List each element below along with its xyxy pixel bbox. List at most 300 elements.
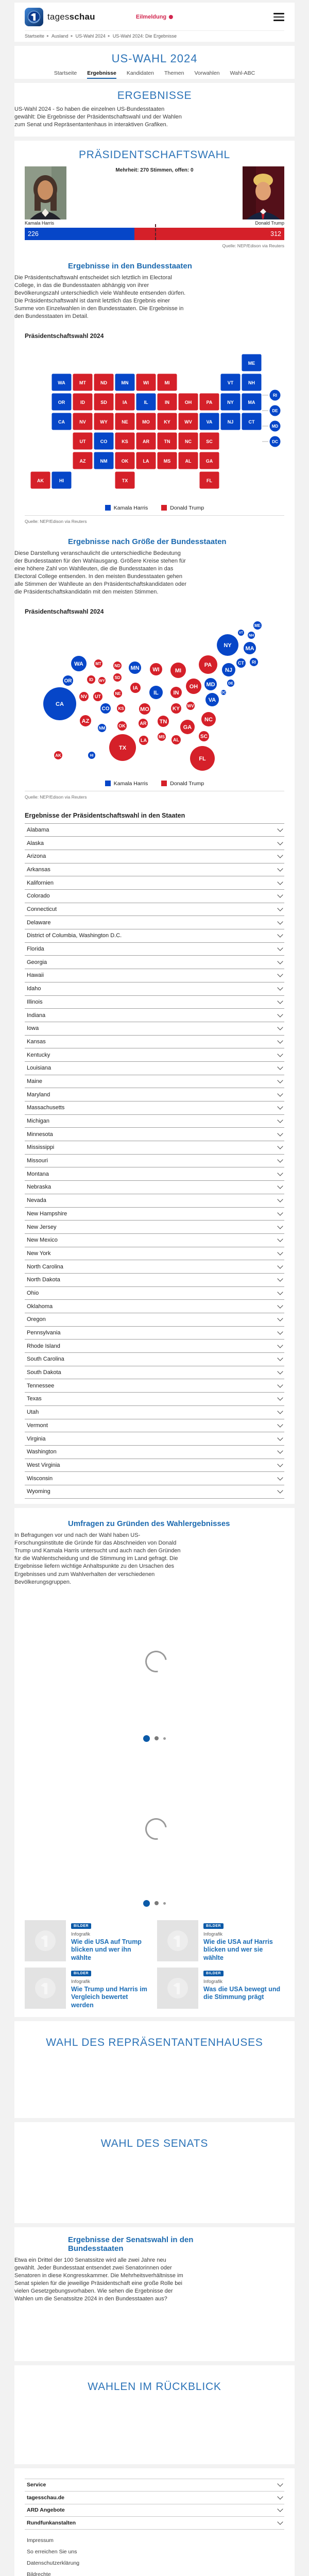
chevron-down-icon bbox=[277, 1236, 283, 1242]
state-SD[interactable] bbox=[94, 393, 114, 411]
state-name: Illinois bbox=[27, 998, 43, 1005]
breadcrumb-item[interactable]: US-Wahl 2024: Die Ergebnisse bbox=[112, 33, 177, 39]
state-UT[interactable] bbox=[73, 432, 93, 450]
tab-vorwahlen[interactable]: Vorwahlen bbox=[194, 70, 220, 76]
bubble-AZ[interactable] bbox=[80, 715, 91, 726]
state-NM[interactable] bbox=[94, 452, 114, 469]
svg-text:VA: VA bbox=[208, 697, 216, 703]
state-CA[interactable] bbox=[52, 413, 72, 430]
state-accordion-row[interactable] bbox=[25, 1352, 284, 1366]
kamala-harris-photo bbox=[25, 166, 66, 219]
chevron-down-icon bbox=[277, 1342, 283, 1348]
state-accordion-row[interactable] bbox=[25, 1101, 284, 1114]
state-accordion-row[interactable] bbox=[25, 1445, 284, 1459]
svg-text:LA: LA bbox=[141, 737, 147, 743]
state-accordion-row[interactable] bbox=[25, 969, 284, 982]
svg-text:IN: IN bbox=[173, 689, 179, 696]
state-name: Colorado bbox=[27, 893, 50, 900]
state-accordion-row[interactable] bbox=[25, 1260, 284, 1273]
bubble-WA[interactable] bbox=[71, 656, 87, 671]
state-name: Virginia bbox=[27, 1435, 46, 1442]
state-MN[interactable] bbox=[115, 374, 135, 391]
svg-text:DE: DE bbox=[228, 682, 233, 686]
state-accordion-row[interactable] bbox=[25, 876, 284, 889]
carousel-dots bbox=[14, 1900, 295, 1907]
state-GA[interactable] bbox=[199, 452, 219, 469]
svg-text:AZ: AZ bbox=[81, 718, 90, 724]
breadcrumb-item[interactable]: Startseite bbox=[25, 33, 45, 39]
majority-threshold-line bbox=[155, 224, 156, 240]
carousel-dot[interactable] bbox=[154, 1736, 159, 1740]
teaser-badge: BILDER bbox=[203, 1923, 224, 1929]
state-accordion-row[interactable] bbox=[25, 823, 284, 837]
footer-link[interactable]: Impressum bbox=[27, 2537, 54, 2544]
svg-text:MD: MD bbox=[271, 423, 279, 429]
breadcrumb bbox=[25, 30, 284, 42]
bubble-CA[interactable] bbox=[43, 687, 76, 720]
svg-text:IA: IA bbox=[123, 399, 127, 405]
footer-accordion-row[interactable] bbox=[25, 2504, 284, 2517]
svg-text:VT: VT bbox=[227, 380, 234, 385]
bubble-FL[interactable] bbox=[190, 746, 215, 771]
bubble-NC[interactable] bbox=[201, 712, 216, 726]
state-accordion-row[interactable] bbox=[25, 1459, 284, 1472]
bubble-SC[interactable] bbox=[199, 731, 209, 741]
chevron-down-icon bbox=[277, 826, 283, 832]
state-accordion-row[interactable] bbox=[25, 903, 284, 916]
state-AZ[interactable] bbox=[73, 452, 93, 469]
state-CO[interactable] bbox=[94, 432, 114, 450]
svg-text:DC: DC bbox=[272, 439, 278, 444]
state-accordion-row[interactable] bbox=[25, 1471, 284, 1485]
bubble-KS[interactable] bbox=[117, 704, 125, 713]
harris-votes: 226 bbox=[28, 230, 39, 238]
svg-text:MA: MA bbox=[245, 645, 254, 652]
svg-text:WV: WV bbox=[187, 703, 194, 708]
teaser-text bbox=[71, 1920, 152, 1962]
state-WV[interactable] bbox=[178, 413, 198, 430]
state-callout-RI[interactable] bbox=[270, 389, 281, 400]
svg-text:OK: OK bbox=[121, 458, 129, 464]
state-name: Tennessee bbox=[27, 1382, 55, 1389]
svg-text:OK: OK bbox=[118, 723, 126, 728]
state-accordion-row[interactable] bbox=[25, 1233, 284, 1247]
state-callout-MD[interactable] bbox=[270, 420, 281, 431]
state-accordion-row[interactable] bbox=[25, 1273, 284, 1286]
house-heading: WAHL DES REPRÄSENTANTENHAUSES bbox=[46, 2036, 263, 2048]
chevron-down-icon bbox=[277, 2506, 283, 2512]
state-name: Hawaii bbox=[27, 972, 44, 979]
state-NH[interactable] bbox=[242, 374, 262, 391]
state-WY[interactable] bbox=[94, 413, 114, 430]
chevron-down-icon bbox=[277, 1077, 283, 1083]
state-accordion-row[interactable] bbox=[25, 889, 284, 903]
state-TN[interactable] bbox=[157, 432, 177, 450]
state-name: Wisconsin bbox=[27, 1475, 53, 1482]
size-results-text: Diese Darstellung veranschaulicht die unterschiedliche Bedeutung der Bundesstaaten für den Wahlausgang. Größere Kreise stehen für eine höhere Zahl von Wahlleuten, die die Bundesstaaten in das Electoral College entsenden. In den meisten Bundesstaaten gehen alle Stimmen der Wahlleute an den Präsidentschaftskandidaten oder die Präsidentschaftskandidatin mit den meisten Stimmen. bbox=[14, 550, 187, 596]
bubble-MD[interactable] bbox=[204, 678, 217, 690]
state-NY[interactable] bbox=[220, 393, 241, 411]
chevron-down-icon bbox=[277, 1223, 283, 1229]
svg-text:TN: TN bbox=[159, 718, 167, 725]
bubble-OH[interactable] bbox=[186, 679, 201, 694]
divider bbox=[25, 515, 284, 516]
teaser-title[interactable]: Wie die USA auf Harris blicken und wer sie wählte bbox=[203, 1938, 273, 1962]
state-MA[interactable] bbox=[242, 393, 262, 411]
teaser-item[interactable] bbox=[25, 1920, 152, 1962]
bubble-MN[interactable] bbox=[129, 662, 141, 674]
bubble-AK[interactable] bbox=[54, 751, 62, 759]
svg-text:GA: GA bbox=[183, 724, 192, 731]
bubble-WY[interactable] bbox=[98, 677, 106, 684]
state-ND[interactable] bbox=[94, 374, 114, 391]
bubble-NJ[interactable] bbox=[222, 663, 235, 676]
svg-text:NY: NY bbox=[227, 399, 234, 405]
state-accordion-row[interactable] bbox=[25, 1022, 284, 1035]
state-accordion-row[interactable] bbox=[25, 955, 284, 969]
loading-spinner-icon bbox=[141, 1814, 171, 1844]
teaser-title[interactable]: Wie die USA auf Trump blicken und wer ihn wählte bbox=[71, 1938, 142, 1962]
svg-text:OR: OR bbox=[58, 399, 65, 405]
teaser-item[interactable] bbox=[25, 1968, 152, 2010]
state-accordion-row[interactable] bbox=[25, 1405, 284, 1419]
state-OH[interactable] bbox=[178, 393, 198, 411]
svg-text:MI: MI bbox=[175, 667, 182, 674]
svg-text:SD: SD bbox=[114, 675, 121, 680]
bubble-MA[interactable] bbox=[244, 642, 256, 654]
footer-link[interactable]: So erreichen Sie uns bbox=[27, 2548, 77, 2555]
bubble-TN[interactable] bbox=[158, 716, 169, 727]
legend-label: Kamala Harris bbox=[113, 780, 148, 787]
breadcrumb-item[interactable]: Ausland bbox=[52, 33, 68, 39]
teaser-badge: BILDER bbox=[203, 1971, 224, 1976]
bubble-VT[interactable] bbox=[238, 630, 244, 636]
bubble-ME[interactable] bbox=[253, 621, 262, 630]
tab-ergebnisse[interactable]: Ergebnisse bbox=[87, 70, 116, 79]
state-ID[interactable] bbox=[73, 393, 93, 411]
state-MI[interactable] bbox=[157, 374, 177, 391]
svg-text:PA: PA bbox=[206, 399, 213, 405]
bubble-VA[interactable] bbox=[205, 693, 219, 706]
svg-text:NC: NC bbox=[185, 438, 192, 444]
candidate-name: Donald Trump bbox=[255, 220, 284, 226]
header-top bbox=[25, 7, 284, 27]
svg-text:RI: RI bbox=[252, 659, 256, 665]
chevron-down-icon bbox=[277, 1183, 283, 1189]
bubble-MS[interactable] bbox=[158, 733, 166, 741]
teaser-thumbnail bbox=[157, 1920, 198, 1961]
breaking-dot-icon bbox=[169, 15, 173, 19]
state-accordion-row[interactable] bbox=[25, 1286, 284, 1300]
state-accordion-row[interactable] bbox=[25, 1419, 284, 1432]
breadcrumb-item[interactable]: US-Wahl 2024 bbox=[75, 33, 106, 39]
bubble-WV[interactable] bbox=[186, 702, 195, 710]
state-accordion-row[interactable] bbox=[25, 1313, 284, 1326]
state-MT[interactable] bbox=[73, 374, 93, 391]
bubble-ID[interactable] bbox=[87, 675, 95, 684]
chevron-down-icon bbox=[277, 972, 283, 977]
state-ME[interactable] bbox=[242, 354, 262, 371]
state-MS[interactable] bbox=[157, 452, 177, 469]
breaking-news-label: Eilmeldung bbox=[135, 14, 167, 20]
chevron-down-icon bbox=[277, 1461, 283, 1467]
state-TX[interactable] bbox=[115, 471, 135, 489]
svg-text:CA: CA bbox=[56, 701, 64, 707]
state-accordion-row[interactable] bbox=[25, 1088, 284, 1101]
teaser-kicker: Infografik bbox=[203, 1931, 223, 1937]
footer-accordion-row[interactable] bbox=[25, 2479, 284, 2492]
state-accordion-row[interactable] bbox=[25, 1154, 284, 1167]
state-AR[interactable] bbox=[136, 432, 156, 450]
chevron-down-icon bbox=[277, 1435, 283, 1440]
state-KS[interactable] bbox=[115, 432, 135, 450]
bubble-MT[interactable] bbox=[94, 659, 102, 668]
chevron-down-icon bbox=[277, 892, 283, 898]
state-name: South Dakota bbox=[27, 1369, 61, 1376]
bubble-CO[interactable] bbox=[100, 703, 111, 714]
state-name: Kalifornien bbox=[27, 879, 54, 886]
state-name: Texas bbox=[27, 1396, 42, 1402]
state-name: Louisiana bbox=[27, 1065, 52, 1072]
state-MO[interactable] bbox=[136, 413, 156, 430]
state-NC[interactable] bbox=[178, 432, 198, 450]
state-KY[interactable] bbox=[157, 413, 177, 430]
bubble-PA[interactable] bbox=[199, 655, 217, 674]
state-FL[interactable] bbox=[199, 471, 219, 489]
state-accordion-row[interactable] bbox=[25, 1141, 284, 1154]
svg-text:NE: NE bbox=[115, 691, 121, 696]
footer-link[interactable]: Bildrechte bbox=[27, 2571, 51, 2576]
bubble-NY[interactable] bbox=[217, 634, 238, 656]
hamburger-menu-icon[interactable] bbox=[273, 11, 284, 23]
footer-accordion-row[interactable] bbox=[25, 2491, 284, 2504]
state-VT[interactable] bbox=[220, 374, 241, 391]
state-accordion-row[interactable] bbox=[25, 863, 284, 876]
state-name: South Carolina bbox=[27, 1356, 64, 1363]
teaser-thumbnail bbox=[25, 1968, 66, 2009]
state-accordion-row[interactable] bbox=[25, 1339, 284, 1352]
state-name: Alabama bbox=[27, 826, 49, 833]
state-accordion-row[interactable] bbox=[25, 929, 284, 942]
state-PA[interactable] bbox=[199, 393, 219, 411]
source-note: Quelle: NEP/Edison via Reuters bbox=[222, 243, 284, 248]
svg-text:DC: DC bbox=[221, 691, 226, 694]
legend-item bbox=[161, 781, 204, 787]
tagesschau-logo[interactable] bbox=[25, 8, 95, 26]
bubble-MI[interactable] bbox=[170, 663, 186, 678]
bubble-DE[interactable] bbox=[227, 680, 234, 687]
state-WA[interactable] bbox=[52, 374, 72, 391]
loading-spinner-icon bbox=[141, 1647, 171, 1676]
state-AK[interactable] bbox=[30, 471, 50, 489]
chevron-down-icon bbox=[277, 1130, 283, 1136]
breadcrumb-separator-icon: ▸ bbox=[47, 33, 49, 38]
teaser-item[interactable] bbox=[157, 1968, 284, 2010]
tab-wahl-abc[interactable]: Wahl-ABC bbox=[230, 70, 255, 76]
state-callout-DE[interactable] bbox=[270, 405, 281, 416]
state-AL[interactable] bbox=[178, 452, 198, 469]
bubble-NV[interactable] bbox=[79, 692, 89, 701]
svg-text:ID: ID bbox=[89, 677, 93, 682]
chevron-down-icon bbox=[277, 1038, 283, 1043]
polls-text: In Befragungen vor und nach der Wahl haben US-Forschungsinstitute die Gründe für das Abschneiden von Donald Trump und Kamala Harris untersucht und auch nach den Gründen für die Wahlentscheidung und die Stimmung im Land gefragt. Die Ergebnisse liefern wichtige Anhaltspunkte zu den Ursachen des Ergebnisses und zum Wahlverhalten der verschiedenen Bevölkerungsgruppen. bbox=[14, 1532, 181, 1585]
chevron-down-icon bbox=[277, 1409, 283, 1414]
svg-text:SC: SC bbox=[200, 734, 208, 740]
svg-text:KY: KY bbox=[173, 706, 180, 712]
bubble-AR[interactable] bbox=[139, 719, 148, 728]
state-IN[interactable] bbox=[157, 393, 177, 411]
state-name: New Mexico bbox=[27, 1237, 58, 1244]
state-accordion-row[interactable] bbox=[25, 942, 284, 956]
state-callout-DC[interactable] bbox=[270, 436, 281, 447]
tab-themen[interactable]: Themen bbox=[164, 70, 184, 76]
svg-text:OR: OR bbox=[64, 678, 72, 684]
bubble-NM[interactable] bbox=[98, 724, 106, 732]
bubble-GA[interactable] bbox=[180, 720, 195, 734]
footer-accordion-row[interactable] bbox=[25, 2516, 284, 2529]
state-accordion-row[interactable] bbox=[25, 1194, 284, 1207]
state-accordion-row[interactable] bbox=[25, 1127, 284, 1141]
candidate-harris bbox=[25, 166, 66, 226]
carousel-dot[interactable] bbox=[143, 1900, 150, 1907]
state-name: Nevada bbox=[27, 1197, 46, 1204]
trump-bar-segment bbox=[134, 228, 284, 240]
state-WI[interactable] bbox=[136, 374, 156, 391]
states-accordion-heading: Ergebnisse der Präsidentschaftswahl in den Staaten bbox=[25, 811, 185, 819]
bubble-MO[interactable] bbox=[139, 703, 150, 715]
state-accordion-row[interactable] bbox=[25, 1180, 284, 1194]
teaser-title[interactable]: Was die USA bewegt und die Stimmung prägt bbox=[203, 1985, 281, 2001]
teaser-item[interactable] bbox=[157, 1920, 284, 1962]
svg-text:MO: MO bbox=[140, 706, 149, 713]
state-name: Oregon bbox=[27, 1316, 46, 1323]
state-IL[interactable] bbox=[136, 393, 156, 411]
state-SC[interactable] bbox=[199, 432, 219, 450]
svg-text:WY: WY bbox=[99, 679, 105, 683]
bubble-SD[interactable] bbox=[113, 673, 122, 682]
harris-bar-segment bbox=[25, 228, 134, 240]
state-OR[interactable] bbox=[52, 393, 72, 411]
state-accordion-row[interactable] bbox=[25, 1008, 284, 1022]
state-name: District of Columbia, Washington D.C. bbox=[27, 933, 122, 939]
chevron-down-icon bbox=[277, 1025, 283, 1030]
svg-text:WA: WA bbox=[58, 380, 65, 385]
tab-startseite[interactable]: Startseite bbox=[54, 70, 77, 76]
state-accordion-row[interactable] bbox=[25, 995, 284, 1009]
footer-link[interactable]: Datenschutzerklärung bbox=[27, 2560, 80, 2566]
state-accordion-row[interactable] bbox=[25, 1299, 284, 1313]
bubble-IA[interactable] bbox=[130, 683, 141, 693]
chevron-down-icon bbox=[277, 1104, 283, 1110]
state-accordion-row[interactable] bbox=[25, 1035, 284, 1048]
state-HI[interactable] bbox=[52, 471, 72, 489]
tagesschau-logo-icon bbox=[25, 8, 43, 26]
state-accordion-row[interactable] bbox=[25, 1432, 284, 1445]
carousel-dot[interactable] bbox=[154, 1901, 159, 1905]
svg-text:VA: VA bbox=[206, 419, 213, 425]
bubble-WI[interactable] bbox=[150, 663, 162, 675]
state-NV[interactable] bbox=[73, 413, 93, 430]
bubble-TX[interactable] bbox=[109, 734, 136, 761]
breaking-news-link[interactable] bbox=[136, 14, 173, 20]
state-accordion-row[interactable] bbox=[25, 916, 284, 929]
state-accordion-row[interactable] bbox=[25, 1048, 284, 1061]
bubble-CT[interactable] bbox=[236, 658, 246, 668]
svg-text:MT: MT bbox=[95, 661, 101, 666]
state-accordion-row[interactable] bbox=[25, 982, 284, 995]
carousel-dot[interactable] bbox=[163, 1737, 166, 1740]
state-name: Maryland bbox=[27, 1091, 50, 1098]
state-accordion-row[interactable] bbox=[25, 850, 284, 863]
svg-text:SD: SD bbox=[100, 399, 107, 405]
bubble-HI[interactable] bbox=[88, 752, 95, 759]
state-accordion-row[interactable] bbox=[25, 1075, 284, 1088]
state-accordion-row[interactable] bbox=[25, 1379, 284, 1392]
state-accordion-row[interactable] bbox=[25, 1247, 284, 1260]
states-results-heading: Ergebnisse in den Bundesstaaten bbox=[68, 261, 192, 270]
bubble-IL[interactable] bbox=[149, 686, 163, 699]
state-accordion-row[interactable] bbox=[25, 1485, 284, 1498]
svg-text:WV: WV bbox=[184, 419, 192, 425]
bubble-NE[interactable] bbox=[114, 689, 122, 698]
state-accordion-row[interactable] bbox=[25, 1326, 284, 1340]
bubble-UT[interactable] bbox=[93, 692, 102, 701]
teaser-title[interactable]: Wie Trump und Harris im Vergleich bewertet werden bbox=[71, 1985, 147, 2009]
state-IA[interactable] bbox=[115, 393, 135, 411]
svg-text:IL: IL bbox=[144, 399, 148, 405]
review-section bbox=[14, 2365, 295, 2464]
state-NE[interactable] bbox=[115, 413, 135, 430]
state-accordion-row[interactable] bbox=[25, 1220, 284, 1233]
bubble-AL[interactable] bbox=[171, 735, 181, 744]
state-name: Georgia bbox=[27, 959, 47, 965]
state-OK[interactable] bbox=[115, 452, 135, 469]
chevron-down-icon bbox=[277, 1144, 283, 1149]
bubble-RI[interactable] bbox=[250, 658, 258, 666]
state-accordion-row[interactable] bbox=[25, 1167, 284, 1180]
svg-text:IL: IL bbox=[153, 689, 159, 696]
state-accordion-row[interactable] bbox=[25, 836, 284, 850]
bubble-ND[interactable] bbox=[113, 662, 122, 670]
bubble-KY[interactable] bbox=[171, 703, 181, 714]
state-NJ[interactable] bbox=[220, 413, 241, 430]
svg-text:AZ: AZ bbox=[79, 458, 86, 464]
bubble-DC[interactable] bbox=[221, 690, 226, 695]
footer-links bbox=[25, 2535, 284, 2576]
candidate-trump bbox=[243, 166, 284, 226]
state-VA[interactable] bbox=[199, 413, 219, 430]
svg-text:ND: ND bbox=[100, 380, 107, 385]
bubble-NH[interactable] bbox=[248, 632, 255, 639]
carousel-dot[interactable] bbox=[163, 1902, 166, 1905]
state-accordion-row[interactable] bbox=[25, 1114, 284, 1128]
svg-text:VT: VT bbox=[239, 631, 243, 635]
carousel-dot[interactable] bbox=[143, 1735, 150, 1742]
tab-kandidaten[interactable]: Kandidaten bbox=[126, 70, 154, 76]
bubble-OK[interactable] bbox=[117, 721, 127, 731]
svg-text:CO: CO bbox=[100, 438, 108, 444]
state-accordion-row[interactable] bbox=[25, 1366, 284, 1379]
state-accordion-row[interactable] bbox=[25, 1061, 284, 1075]
state-accordion-row[interactable] bbox=[25, 1392, 284, 1405]
bubble-LA[interactable] bbox=[139, 736, 148, 745]
state-CT[interactable] bbox=[242, 413, 262, 430]
bubble-IN[interactable] bbox=[170, 687, 182, 698]
teaser-text bbox=[71, 1968, 152, 2010]
bubble-OR[interactable] bbox=[63, 675, 73, 686]
state-accordion-row[interactable] bbox=[25, 1207, 284, 1221]
state-LA[interactable] bbox=[136, 452, 156, 469]
